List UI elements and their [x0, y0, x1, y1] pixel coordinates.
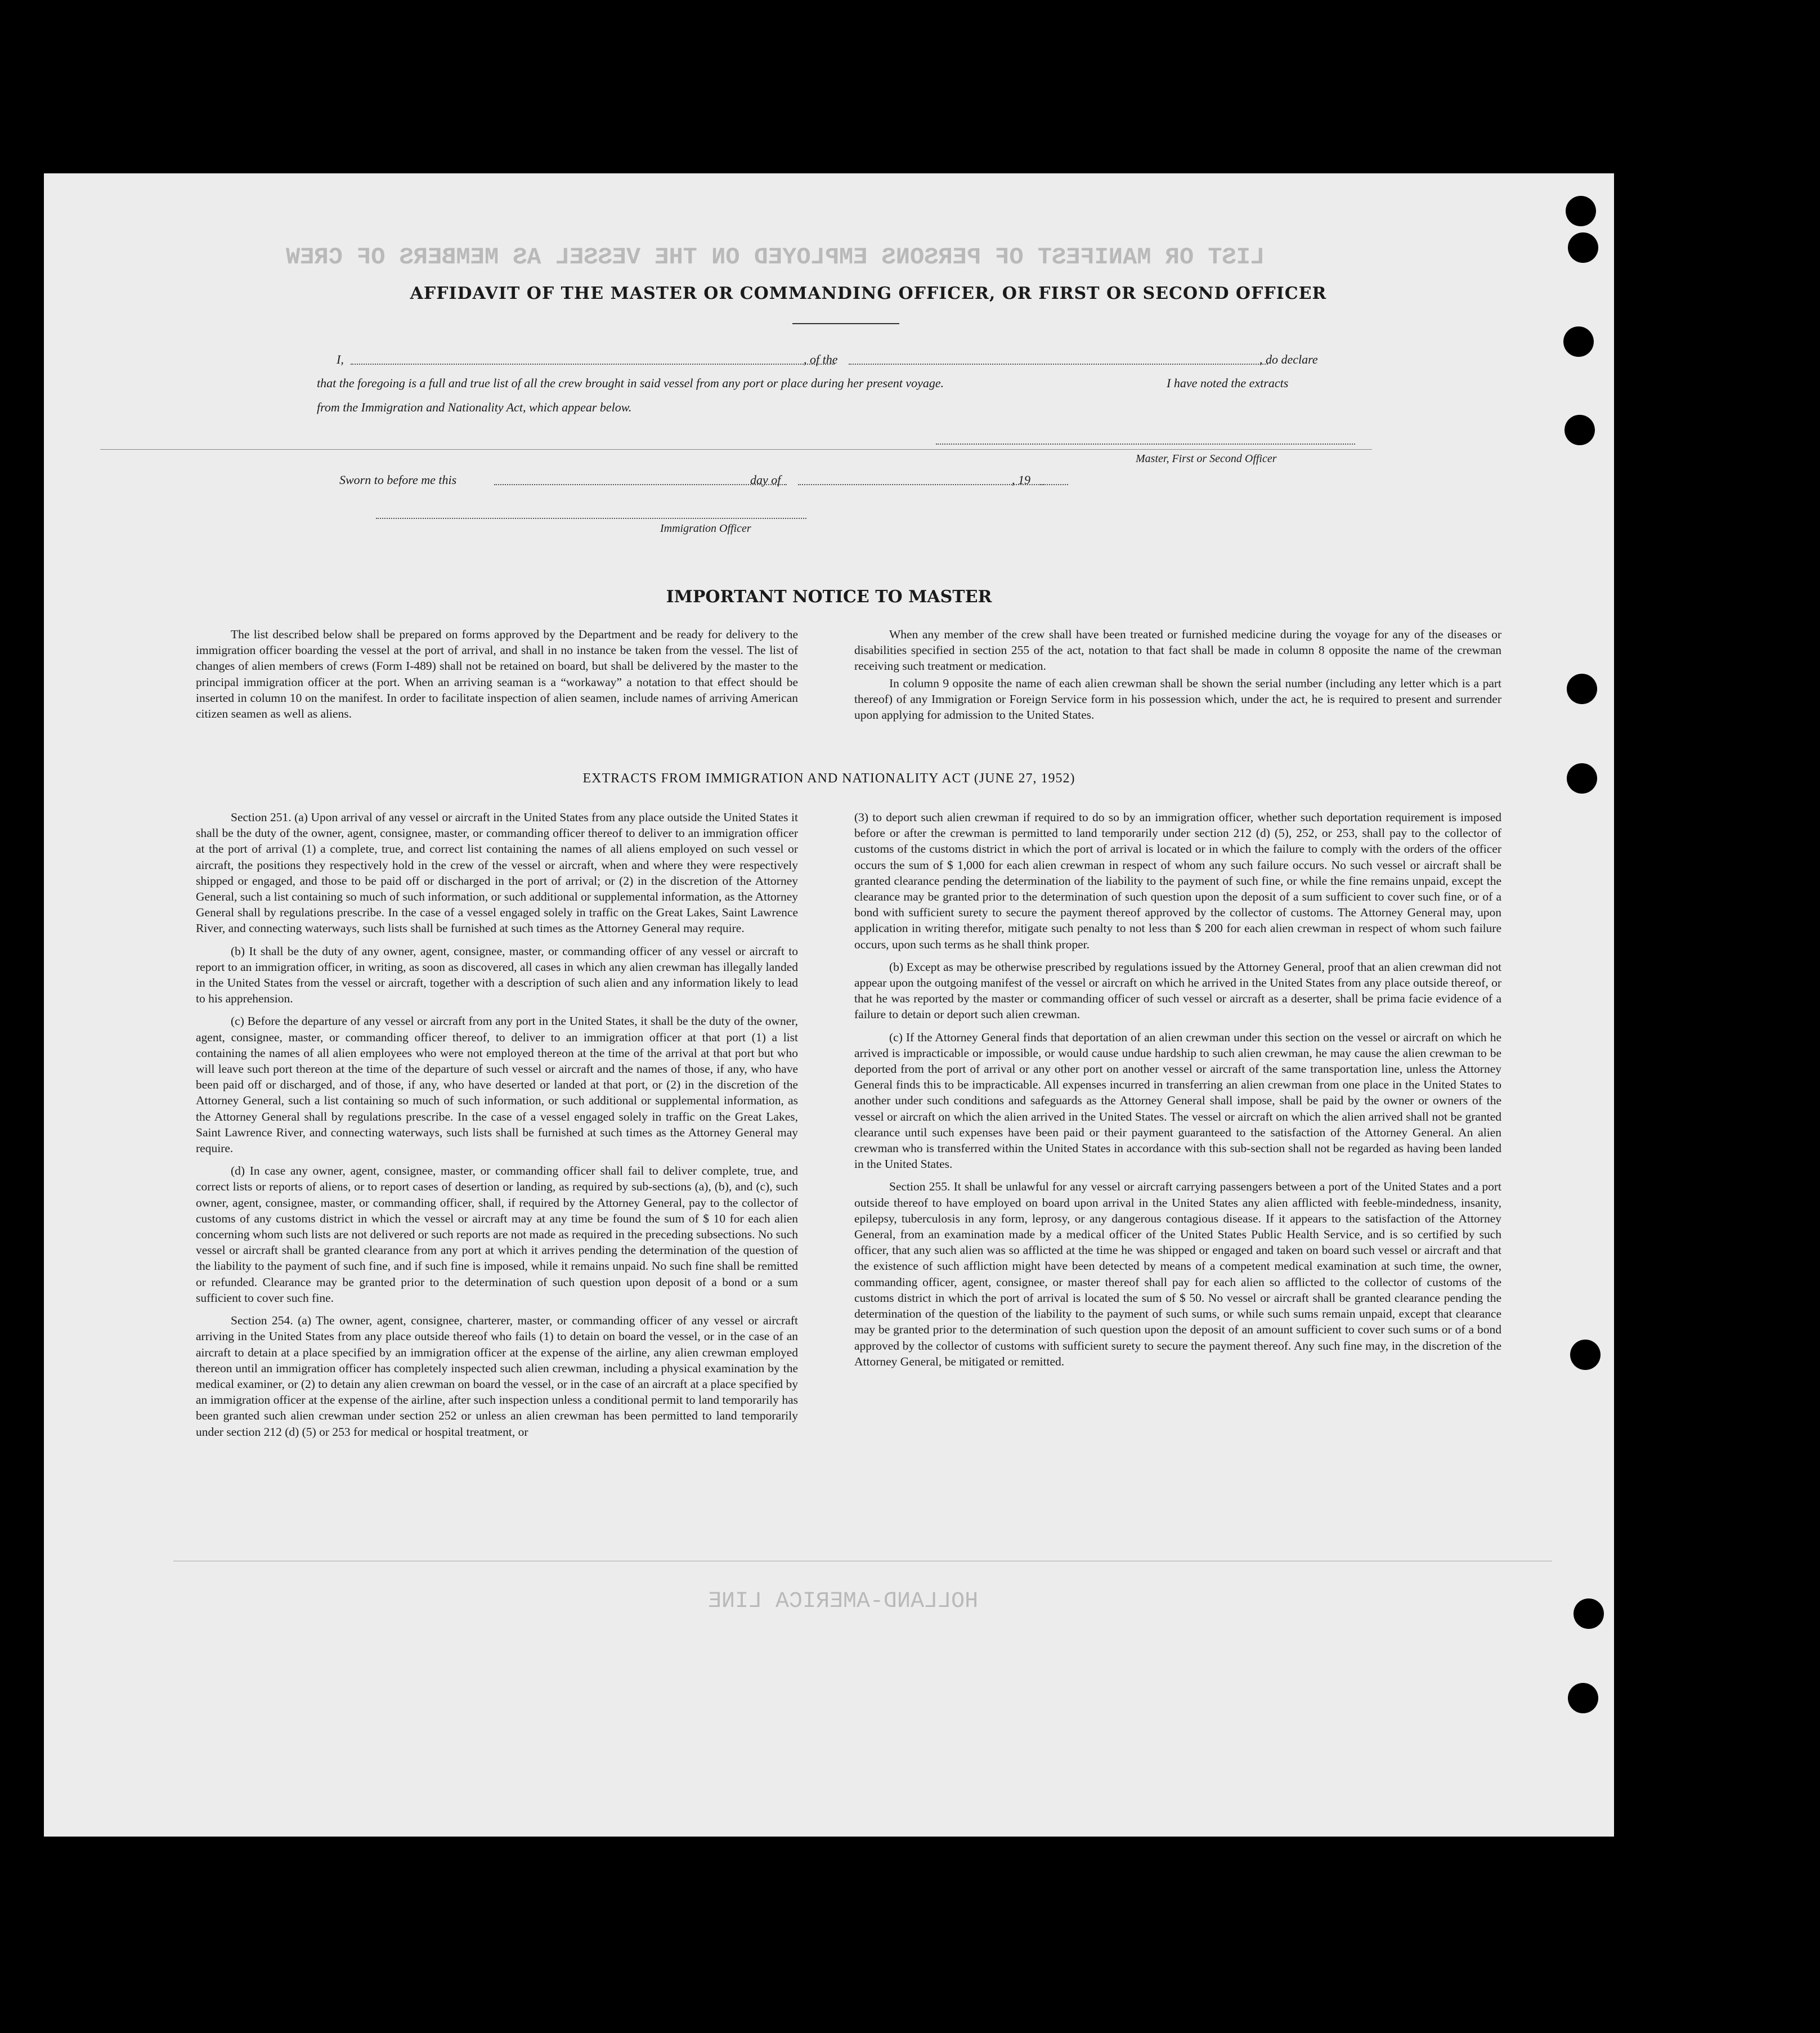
- punch-hole: [1570, 1340, 1601, 1370]
- notice-title: IMPORTANT NOTICE TO MASTER: [666, 587, 992, 607]
- bleed-through-title: LIST OR MANIFEST OF PERSONS EMPLOYED ON THE VESSEL AS MEMBERS OF CREW: [286, 244, 1265, 271]
- section-254-c: (c) If the Attorney General finds that deportation of an alien crewman under this section on the vessel or aircraft on which he arrived is impracticable or impossible, or would cause undue hardship to such alien crewman, he may cause the alien crewman to be deported from the port of arrival or any other port on another vessel or aircraft of the same transportation line, unless the Attorney General finds this to be impracticable. All expenses incurred in transferring an alien crewman from one place in the United States to another under such conditions and safeguards as the Attorney General shall impose, shall be paid by the owner or owners of the vessel or aircraft on which the alien arrived in the United States. The vessel or aircraft on which the alien arrived shall not be granted clearance until such expenses have been paid or their payment guaranteed to the satisfaction of the Attorney General. An alien crewman who is transferred within the United States in accordance with this sub-section shall not be regarded as having been landed in the United States.: [854, 1030, 1501, 1171]
- master-caption: Master, First or Second Officer: [1136, 453, 1277, 465]
- officer-signature-line: [376, 518, 806, 519]
- affidavit-extracts: I have noted the extracts: [1167, 376, 1289, 390]
- section-254-b: (b) Except as may be otherwise prescribed by regulations issued by the Attorney General, proof that an alien crewman did not appear upon the outgoing manifest of the vessel or aircraft on which he arrived in the United States from any place outside thereof, or that he was reported by the master or commanding officer of such vessel or aircraft as a deserter, shall be prima facie evidence of a failure to detain or deport such alien crewman.: [854, 960, 1501, 1022]
- affidavit-statement: that the foregoing is a full and true list of all the crew brought in said vessel from any port or place during her present voyage.: [317, 376, 944, 390]
- section-251-b: (b) It shall be the duty of any owner, agent, consignee, master, or commanding officer of any vessel or aircraft to report to an immigration officer, in writing, as soon as discovered, all cases in which any alien crewman has illegally landed in the United States from the vessel or aircraft, together with a description of such alien and any information likely to lead to his apprehension.: [196, 944, 798, 1006]
- section-251-d: (d) In case any owner, agent, consignee, master, or commanding officer shall fail to deliver complete, true, and correct lists or reports of aliens, or to report cases of desertion or landing, as required by sub-sections (a), (b), and (c), such owner, agent, consignee, master, or commanding officer, shall, if required by the Attorney General, pay to the collector of customs of any customs district in which the vessel or aircraft may at any time be found the sum of $ 10 for each alien concerning whom such lists are not delivered or such reports are not made as required in the preceding subsections. No such vessel or aircraft shall be granted clearance from any port at which it arrives pending the determination of the question of the liability to the payment of such fine, and if such fine is imposed, while it remains unpaid. No such fine shall be remitted or refunded. Clearance may be granted prior to the determination of such question upon deposit of a bond or a sum sufficient to cover such fine.: [196, 1164, 798, 1305]
- affidavit-i: I,: [337, 352, 344, 366]
- section-254-a: Section 254. (a) The owner, agent, consignee, charterer, master, or commanding officer of any vessel or aircraft arriving in the United States from any place outside thereof who fails (1) to detain on board the vessel, or in the case of an aircraft to detain at a place specified by an immigration officer at the expense of the airline, any alien crewman employed thereon until an immigration officer has completely inspected such alien crewman, including a physical examination by the medical examiner, or (2) to detain any alien crewman on board the vessel, or in the case of an aircraft at a place specified by an immigration officer at the expense of the airline, after such inspection unless a conditional permit to land temporarily has been granted such alien crewman under section 252 or unless an alien crewman has been permitted to land temporarily under section 212 (d) (5) or 253 for medical or hospital treatment, or: [196, 1314, 798, 1439]
- notice-right-column: [854, 626, 1501, 729]
- extracts-left-column: [196, 809, 798, 1447]
- day-of-label: day of: [750, 473, 781, 487]
- sworn-month-line: [798, 484, 1046, 485]
- section-254-a-cont: (3) to deport such alien crewman if required to do so by an immigration officer, whether such deportation requirement is imposed before or after the crewman is permitted to land temporarily under section 212 (d) (5), 252, or 253, shall pay to the collector of customs of the customs district in which the port of arrival is located or in which the failure to comply with the orders of the officer occurs the sum of $ 1,000 for each alien crewman in respect of whom any such failure occurs. No such vessel or aircraft shall be granted clearance pending the determination of the liability to the payment of such fine, or while the fine remains unpaid, except the clearance may be granted prior to the determination of such question upon the deposit of a sum sufficient to cover such fine, or of a bond with sufficient surety to secure the payment thereof approved by the collector of customs. The Attorney General may, upon application in writing therefor, mitigate such penalty to not less than $ 200 for each alien crewman in respect of whom such failure occurs, upon such terms as he shall think proper.: [854, 810, 1501, 951]
- affidavit-title: AFFIDAVIT OF THE MASTER OR COMMANDING OFFICER, OR FIRST OR SECOND OFFICER: [410, 284, 1327, 303]
- title-underline: [792, 323, 899, 324]
- affidavit-extracts-2: from the Immigration and Nationality Act, which appear below.: [317, 400, 632, 414]
- punch-hole: [1568, 1683, 1598, 1713]
- document-page: [44, 173, 1614, 1837]
- year-label: , 19: [1012, 473, 1030, 487]
- notice-right-paragraph-1: When any member of the crew shall have been treated or furnished medicine during the voyage for any of the diseases or disabilities specified in section 255 of the act, notation to that fact shall be made in column 8 opposite the name of the crewman receiving such treatment or medication.: [854, 628, 1501, 673]
- sworn-label: Sworn to before me this: [339, 473, 457, 487]
- section-255: Section 255. It shall be unlawful for any vessel or aircraft carrying passengers between a port of the United States and a port outside thereof to have employed on board upon arrival in the United States any alien afflicted with feeble-mindedness, insanity, epilepsy, tuberculosis in any form, leprosy, or any dangerous contagious disease. If it appears to the satisfaction of the Attorney General, from an examination made by a medical officer of the United States Public Health Service, and is so certified by such officer, that any such alien was so afflicted at the time he was shipped or engaged and taken on board such vessel or aircraft and that the existence of such affliction might have been detected by means of a competent medical examination at such time, the owner, commanding officer, agent, consignee, or master thereof shall pay for each alien so afflicted to the collector of customs of the customs district in which the port of arrival is located the sum of $ 50. No vessel or aircraft shall be granted clearance pending the determination of the question of the liability to the payment of such sums, or while such sums remain unpaid, except that clearance may be granted prior to the determination of such question upon the deposit of an amount sufficient to cover such sums or of a bond approved by the collector of customs with sufficient surety to secure the payment thereof. Any such fine may, in the discretion of the Attorney General, be mitigated or remitted.: [854, 1180, 1501, 1368]
- affidavit-of-the: , of the: [804, 352, 838, 366]
- affidavit-declare: , do declare: [1259, 352, 1318, 366]
- notice-right-paragraph-2: In column 9 opposite the name of each alien crewman shall be shown the serial number (including any letter which is a part thereof) of any Immigration or Foreign Service form in his possession which, under the act, he is required to present and surrender upon applying for admission to the United States.: [854, 676, 1501, 722]
- signature-separator: [100, 449, 1372, 450]
- section-251-c: (c) Before the departure of any vessel or aircraft from any port in the United States, it shall be the duty of the owner, agent, consignee, master, or commanding officer thereof, to deliver to an immigration officer at that port (1) a list containing the names of all alien employees who were not employed thereon at the time of the arrival at that port but who will leave such port thereon at the time of the departure of such vessel or aircraft and the names of those, if any, who have been paid off or discharged, and of those, if any, who have deserted or landed at that port, or (2) in the discretion of the Attorney General, such a list containing so much of such information, or such additional or supplemental information, as the Attorney General shall by regulations prescribe. In the case of a vessel engaged solely in traffic on the Great Lakes, Saint Lawrence River, and connecting waterways, such lists shall be furnished at such times as the Attorney General may require.: [196, 1014, 798, 1156]
- punch-hole: [1568, 232, 1598, 263]
- punch-hole: [1563, 326, 1594, 357]
- year-line: [1040, 484, 1068, 485]
- officer-caption: Immigration Officer: [660, 522, 751, 535]
- punch-hole: [1574, 1598, 1604, 1629]
- punch-hole: [1567, 763, 1597, 794]
- master-signature-line: [936, 444, 1355, 445]
- name-line: [351, 364, 835, 365]
- sworn-day-line: [494, 484, 787, 485]
- extracts-right-column: [854, 809, 1501, 1376]
- punch-hole: [1567, 674, 1597, 704]
- notice-left-paragraph: The list described below shall be prepared on forms approved by the Department and be ready for delivery to the immigration officer boarding the vessel at the port of arrival, and shall in no instance be taken from the vessel. The list of changes of alien members of crews (Form I-489) shall not be retained on board, but shall be delivered by the master to the principal immigration officer at the port. When an arriving seaman is a “workaway” a notation to that effect should be inserted in column 10 on the manifest. In order to facilitate inspection of alien seamen, include names of arriving American citizen seamen as well as aliens.: [196, 628, 798, 721]
- vessel-line: [849, 364, 1268, 365]
- notice-left-column: [196, 626, 798, 728]
- punch-hole: [1565, 415, 1595, 445]
- extracts-title: EXTRACTS FROM IMMIGRATION AND NATIONALITY ACT (JUNE 27, 1952): [582, 771, 1075, 786]
- section-251-a: Section 251. (a) Upon arrival of any vessel or aircraft in the United States from any place outside the United States it shall be the duty of the owner, agent, consignee, master, or commanding officer thereof to deliver to an immigration officer at the port of arrival (1) a complete, true, and correct list containing the names of all aliens employed on such vessel or aircraft, the positions they respectively hold in the crew of the vessel or aircraft, when and where they were respectively shipped or engaged, and those to be paid off or discharged in the port of arrival; or (2) in the discretion of the Attorney General, such a list containing so much of such information, or such additional or supplemental information, as the Attorney General shall by regulations prescribe. In the case of a vessel engaged solely in traffic on the Great Lakes, Saint Lawrence River, and connecting waterways, such lists shall be furnished at such times as the Attorney General may require.: [196, 810, 798, 935]
- bleed-through-footer: HOLLAND-AMERICA LINE: [708, 1589, 979, 1614]
- punch-hole: [1566, 196, 1596, 226]
